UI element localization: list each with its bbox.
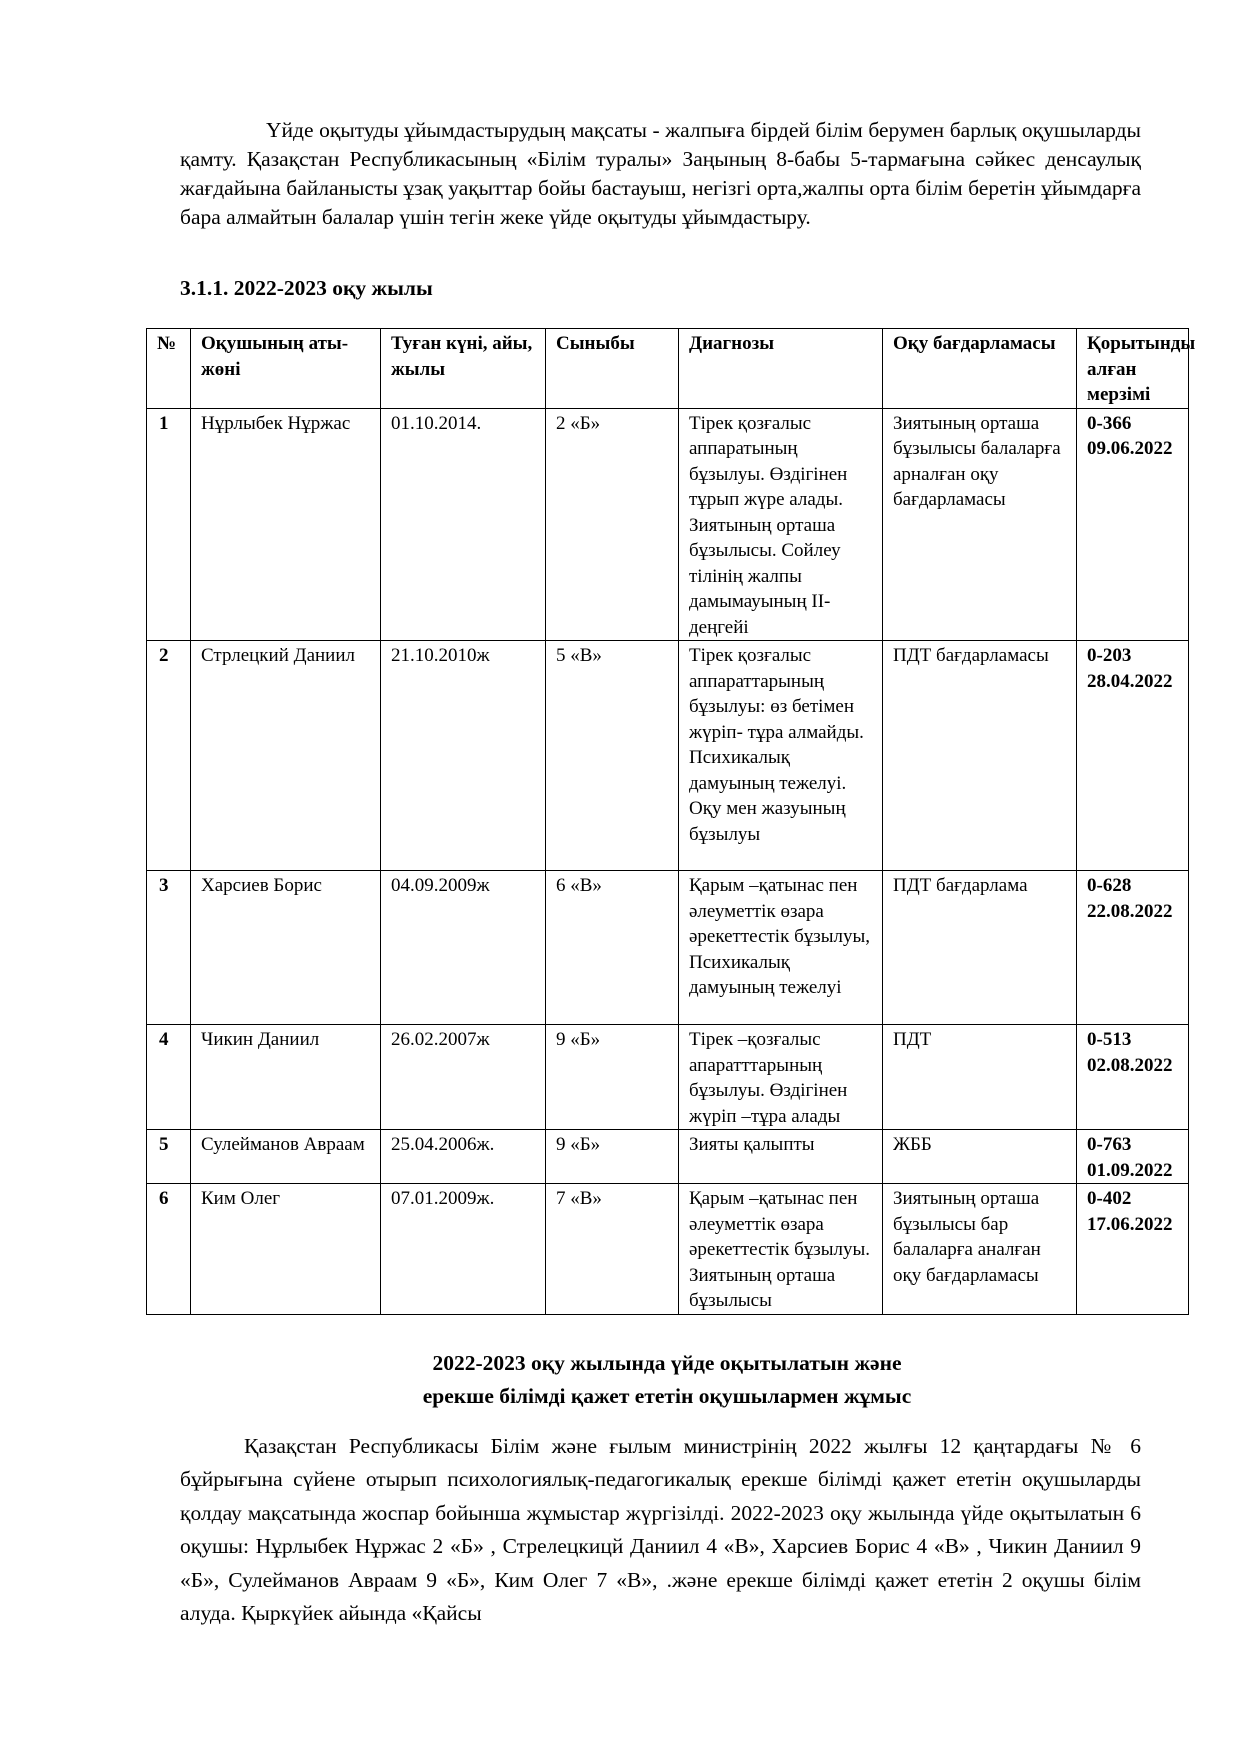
class-cell: 9 «Б» bbox=[546, 1025, 679, 1130]
conclusion-cell bbox=[1077, 871, 1189, 1025]
diagnosis-cell: Қарым –қатынас пен әлеуметтік өзара әрекеттестік бұзылуы, Психикалық дамуының тежелуі bbox=[679, 871, 883, 1025]
work-paragraph: Қазақстан Республикасы Білім және ғылым министрінің 2022 жылғы 12 қаңтардағы № 6 бұйрығына сүйене отырып психологиялық-педагогикалық ерекше білімді қажет ететін оқушыларды қолдау мақсатында жоспар бойынша жұмыстар жүргізілді. 2022-2023 оқу жылында үйде оқытылатын 6 оқушы: Нұрлыбек Нұржас 2 «Б» , Стрелецкицй Даниил 4 «В», Харсиев Борис 4 «В» , Чикин Даниил 9 «Б», Сулейманов Авраам 9 «Б», Ким Олег 7 «В», .және ерекше білімді қажет ететін 2 оқушы білім алуда. Қыркүйек айында «Қайсы bbox=[180, 1434, 1141, 1626]
birth-date: 04.09.2009ж bbox=[381, 871, 546, 1025]
program-cell: ПДТ bbox=[883, 1025, 1077, 1130]
program-cell: ЖББ bbox=[883, 1130, 1077, 1184]
program-cell: ПДТ бағдарламасы bbox=[883, 641, 1077, 871]
table-row bbox=[147, 871, 1189, 1025]
program-cell: ПДТ бағдарлама bbox=[883, 871, 1077, 1025]
student-name: Ким Олег bbox=[191, 1184, 381, 1315]
diagnosis-cell: Қарым –қатынас пен әлеуметтік өзара әрекеттестік бұзылуы. Зиятының орташа бұзылысы bbox=[679, 1184, 883, 1315]
birth-date: 01.10.2014. bbox=[381, 408, 546, 641]
conclusion-cell bbox=[1077, 1025, 1189, 1130]
diagnosis-cell: Тірек қозғалыс аппараттарының бұзылуы: өз бетімен жүріп- тұра алмайды. Психикалық дамуының тежелуі. Оқу мен жазуының бұзылуы bbox=[679, 641, 883, 871]
program-cell: Зиятының орташа бұзылысы бар балаларға аналған оқу бағдарламасы bbox=[883, 1184, 1077, 1315]
conclusion-number: 0-203 bbox=[1087, 645, 1132, 666]
class-cell: 7 «В» bbox=[546, 1184, 679, 1315]
conclusion-cell bbox=[1077, 1130, 1189, 1184]
table-header-row bbox=[147, 329, 1189, 409]
table-row bbox=[147, 1184, 1189, 1315]
birth-date: 21.10.2010ж bbox=[381, 641, 546, 871]
conclusion-date: 02.08.2022 bbox=[1087, 1054, 1173, 1076]
header-name: Оқушының аты-жөні bbox=[191, 329, 381, 409]
row-number: 6 bbox=[147, 1184, 191, 1315]
table-row bbox=[147, 408, 1189, 641]
program-cell: Зиятының орташа бұзылысы балаларға арналған оқу бағдарламасы bbox=[883, 408, 1077, 641]
header-program: Оқу бағдарламасы bbox=[883, 329, 1077, 409]
work-title-line-2: ерекше білімді қажет ететін оқушылармен жұмыс bbox=[422, 1384, 912, 1408]
birth-date: 26.02.2007ж bbox=[381, 1025, 546, 1130]
class-cell: 6 «В» bbox=[546, 871, 679, 1025]
work-title-line-1: 2022-2023 оқу жылында үйде оқытылатын және bbox=[432, 1351, 902, 1375]
section-heading: 3.1.1. 2022-2023 оқу жылы bbox=[180, 276, 433, 300]
student-name: Стрлецкий Даниил bbox=[191, 641, 381, 871]
class-cell: 2 «Б» bbox=[546, 408, 679, 641]
conclusion-date: 28.04.2022 bbox=[1087, 670, 1173, 692]
student-name: Чикин Даниил bbox=[191, 1025, 381, 1130]
row-number: 5 bbox=[147, 1130, 191, 1184]
conclusion-number: 0-513 bbox=[1087, 1029, 1132, 1050]
conclusion-number: 0-366 bbox=[1087, 412, 1132, 434]
student-name: Харсиев Борис bbox=[191, 871, 381, 1025]
conclusion-cell bbox=[1077, 1184, 1189, 1315]
intro-paragraph: Үйде оқытуды ұйымдастырудың мақсаты - жалпыға бірдей білім берумен барлық оқушыларды қамту. Қазақстан Республикасының «Білім туралы» Заңының 8-бабы 5-тармағына сәйкес денсаулық жағдайына байланысты ұзақ уақыттар бойы бастауыш, негізгі орта,жалпы орта білім беретін ұйымдарға бара алмайтын балалар үшін тегін жеке үйде оқытуды ұйымдастыру. bbox=[180, 118, 1141, 229]
conclusion-date: 17.06.2022 bbox=[1087, 1213, 1173, 1235]
diagnosis-cell: Зияты қалыпты bbox=[679, 1130, 883, 1184]
class-cell: 9 «Б» bbox=[546, 1130, 679, 1184]
row-number: 1 bbox=[147, 408, 191, 641]
conclusion-date: 09.06.2022 bbox=[1087, 438, 1173, 459]
row-number: 2 bbox=[147, 641, 191, 871]
conclusion-cell bbox=[1077, 641, 1189, 871]
diagnosis-cell: Тірек –қозғалыс апаратттарының бұзылуы. Өздігінен жүріп –тұра алады bbox=[679, 1025, 883, 1130]
table-row bbox=[147, 1025, 1189, 1130]
header-birth-date: Туған күні, айы, жылы bbox=[381, 329, 546, 409]
conclusion-number: 0-763 bbox=[1087, 1134, 1132, 1155]
header-diagnosis: Диагнозы bbox=[679, 329, 883, 409]
students-table bbox=[146, 328, 1196, 1315]
row-number: 4 bbox=[147, 1025, 191, 1130]
header-number: № bbox=[147, 329, 191, 409]
table-row bbox=[147, 1130, 1189, 1184]
conclusion-number: 0-628 bbox=[1087, 875, 1132, 896]
birth-date: 25.04.2006ж. bbox=[381, 1130, 546, 1184]
header-class: Сыныбы bbox=[546, 329, 679, 409]
birth-date: 07.01.2009ж. bbox=[381, 1184, 546, 1315]
conclusion-date: 22.08.2022 bbox=[1087, 900, 1173, 922]
student-name: Сулейманов Авраам bbox=[191, 1130, 381, 1184]
diagnosis-cell: Тірек қозғалыс аппаратының бұзылуы. Өздігінен тұрып жүре алады. Зиятының орташа бұзылысы. Сойлеу тілінің жалпы дамымауының II-деңгейі bbox=[679, 408, 883, 641]
conclusion-number: 0-402 bbox=[1087, 1188, 1132, 1209]
student-name: Нұрлыбек Нұржас bbox=[191, 408, 381, 641]
row-number: 3 bbox=[147, 871, 191, 1025]
conclusion-cell bbox=[1077, 408, 1189, 641]
conclusion-date: 01.09.2022 bbox=[1087, 1159, 1173, 1181]
header-conclusion: Қорытынды алған мерзімі bbox=[1077, 329, 1189, 409]
class-cell: 5 «В» bbox=[546, 641, 679, 871]
table-row bbox=[147, 641, 1189, 871]
